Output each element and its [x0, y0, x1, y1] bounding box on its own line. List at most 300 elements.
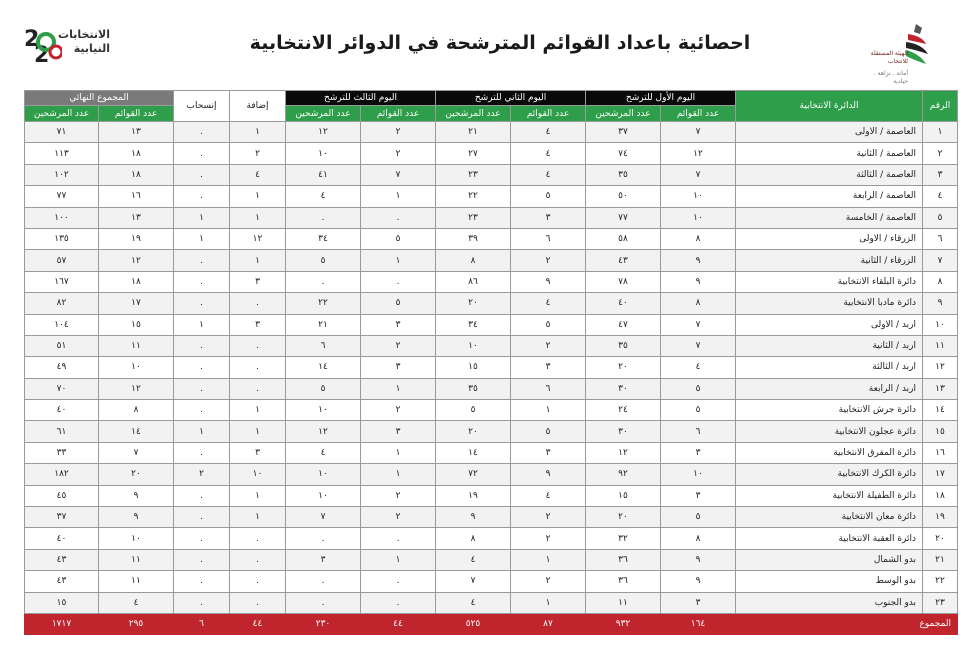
header-day3: اليوم الثالث للترشح	[286, 91, 436, 106]
total-addition: ٤٤	[230, 613, 286, 634]
cell-withdrawal: .	[174, 335, 230, 356]
cell-day2-lists: ٣	[511, 357, 586, 378]
cell-day1-candidates: ٤٧	[586, 314, 661, 335]
cell-day1-candidates: ٣٥	[586, 164, 661, 185]
cell-day3-candidates: ٤	[286, 186, 361, 207]
cell-num: ٣	[923, 164, 958, 185]
cell-addition: .	[230, 293, 286, 314]
cell-addition: ١٢	[230, 228, 286, 249]
cell-final-lists: ١٧	[99, 293, 174, 314]
cell-day3-candidates: ١٠	[286, 485, 361, 506]
cell-day1-lists: ٨	[661, 228, 736, 249]
cell-district: دائرة الكرك الانتخابية	[736, 464, 923, 485]
header-num: الرقم	[923, 91, 958, 122]
cell-day2-candidates: ٤	[436, 549, 511, 570]
cell-final-candidates: ٣٧	[25, 507, 99, 528]
cell-day2-candidates: ٢١	[436, 122, 511, 143]
cell-day3-lists: ٢	[361, 400, 436, 421]
cell-final-lists: ١٨	[99, 143, 174, 164]
cell-day3-lists: ٣	[361, 357, 436, 378]
cell-district: اربد / الاولى	[736, 314, 923, 335]
cell-addition: ١	[230, 507, 286, 528]
cell-num: ١٣	[923, 378, 958, 399]
cell-day3-lists: .	[361, 271, 436, 292]
cell-district: العاصمة / الاولى	[736, 122, 923, 143]
cell-num: ١٠	[923, 314, 958, 335]
table-row	[25, 207, 958, 228]
cell-day3-lists: ٥	[361, 293, 436, 314]
cell-day3-candidates: ٥	[286, 378, 361, 399]
cell-final-candidates: ٤٥	[25, 485, 99, 506]
cell-day2-candidates: ٧	[436, 571, 511, 592]
cell-district: اربد / الثالثة	[736, 357, 923, 378]
cell-addition: ١	[230, 122, 286, 143]
table-row	[25, 293, 958, 314]
cell-day3-candidates: .	[286, 207, 361, 228]
cell-num: ١١	[923, 335, 958, 356]
cell-day1-lists: ١٠	[661, 464, 736, 485]
cell-addition: ١	[230, 400, 286, 421]
cell-withdrawal: .	[174, 357, 230, 378]
total-day3-lists: ٤٤	[361, 613, 436, 634]
total-withdrawal: ٦	[174, 613, 230, 634]
cell-district: دائرة البلقاء الانتخابية	[736, 271, 923, 292]
cell-day3-lists: ٢	[361, 335, 436, 356]
logo-line2: النيابية	[73, 42, 110, 55]
header-final-candidates: عدد المرشحين	[25, 106, 99, 122]
cell-day2-lists: ٤	[511, 143, 586, 164]
cell-district: دائرة جرش الانتخابية	[736, 400, 923, 421]
cell-day1-candidates: ٥٨	[586, 228, 661, 249]
cell-num: ٧	[923, 250, 958, 271]
cell-final-lists: ١٨	[99, 271, 174, 292]
cell-num: ٢٠	[923, 528, 958, 549]
cell-num: ١٩	[923, 507, 958, 528]
total-day1-candidates: ٩٣٢	[586, 613, 661, 634]
cell-day1-lists: ٩	[661, 571, 736, 592]
cell-day2-candidates: ٩	[436, 507, 511, 528]
cell-withdrawal: ١	[174, 314, 230, 335]
cell-withdrawal: .	[174, 592, 230, 613]
cell-day3-lists: ٢	[361, 122, 436, 143]
cell-day1-lists: ١٢	[661, 143, 736, 164]
cell-final-candidates: ١٠٤	[25, 314, 99, 335]
cell-day1-candidates: ١١	[586, 592, 661, 613]
table-row	[25, 250, 958, 271]
cell-day3-candidates: .	[286, 271, 361, 292]
cell-day2-lists: ٢	[511, 335, 586, 356]
cell-day2-lists: ٦	[511, 378, 586, 399]
header-day1: اليوم الأول للترشح	[586, 91, 736, 106]
cell-day3-candidates: ٣٤	[286, 228, 361, 249]
table-row	[25, 485, 958, 506]
year-2020-mark	[22, 22, 62, 70]
cell-day1-lists: ٣	[661, 442, 736, 463]
cell-withdrawal: ١	[174, 207, 230, 228]
cell-day3-candidates: ٣	[286, 549, 361, 570]
total-district: المجموع	[736, 613, 958, 634]
header-day1-candidates: عدد المرشحين	[586, 106, 661, 122]
cell-final-candidates: ٣٣	[25, 442, 99, 463]
cell-district: دائرة مادبا الانتخابية	[736, 293, 923, 314]
header-day2-lists: عدد القوائم	[511, 106, 586, 122]
cell-district: دائرة العقبة الانتخابية	[736, 528, 923, 549]
cell-day2-candidates: ١٠	[436, 335, 511, 356]
cell-final-candidates: ٨٢	[25, 293, 99, 314]
cell-withdrawal: .	[174, 485, 230, 506]
cell-addition: ٣	[230, 314, 286, 335]
cell-day3-lists: ٢	[361, 485, 436, 506]
cell-num: ١٨	[923, 485, 958, 506]
cell-withdrawal: ٢	[174, 464, 230, 485]
cell-addition: ٤	[230, 164, 286, 185]
cell-addition: .	[230, 335, 286, 356]
header-day1-lists: عدد القوائم	[661, 106, 736, 122]
cell-num: ١٥	[923, 421, 958, 442]
cell-num: ١٧	[923, 464, 958, 485]
cell-num: ٢٣	[923, 592, 958, 613]
elections-2020-logo	[22, 22, 112, 74]
cell-final-lists: ١٦	[99, 186, 174, 207]
cell-day2-lists: ٤	[511, 122, 586, 143]
cell-day3-lists: .	[361, 592, 436, 613]
cell-final-lists: ١٣	[99, 207, 174, 228]
svg-text:2: 2	[24, 27, 40, 52]
iec-name: الهيئة المستقلة للانتخاب	[870, 50, 908, 65]
cell-district: الزرقاء / الاولى	[736, 228, 923, 249]
cell-num: ١	[923, 122, 958, 143]
table-row	[25, 164, 958, 185]
cell-final-lists: ١٤	[99, 421, 174, 442]
cell-day1-lists: ١٠	[661, 207, 736, 228]
cell-day3-candidates: ١٢	[286, 421, 361, 442]
cell-day1-lists: ١٠	[661, 186, 736, 207]
cell-day1-lists: ٧	[661, 335, 736, 356]
cell-day1-candidates: ٣٦	[586, 571, 661, 592]
cell-day1-lists: ٩	[661, 271, 736, 292]
cell-day1-lists: ٥	[661, 378, 736, 399]
header-withdrawal: إنسحاب	[174, 91, 230, 122]
cell-day2-candidates: ١٥	[436, 357, 511, 378]
cell-day1-candidates: ٣٠	[586, 378, 661, 399]
cell-day1-lists: ٧	[661, 122, 736, 143]
cell-day3-lists: ١	[361, 186, 436, 207]
header-district: الدائرة الانتخابية	[736, 91, 923, 122]
cell-day3-lists: .	[361, 571, 436, 592]
cell-addition: ٣	[230, 442, 286, 463]
cell-district: بدو الوسط	[736, 571, 923, 592]
cell-withdrawal: .	[174, 442, 230, 463]
cell-final-candidates: ١١٣	[25, 143, 99, 164]
cell-withdrawal: .	[174, 271, 230, 292]
cell-day1-candidates: ٥٠	[586, 186, 661, 207]
cell-day1-candidates: ٢٠	[586, 357, 661, 378]
cell-final-candidates: ٥٧	[25, 250, 99, 271]
cell-day1-candidates: ٤٣	[586, 250, 661, 271]
cell-day3-lists: ٧	[361, 164, 436, 185]
cell-addition: .	[230, 571, 286, 592]
header-day3-lists: عدد القوائم	[361, 106, 436, 122]
cell-day2-lists: ٤	[511, 293, 586, 314]
cell-day2-candidates: ٢٠	[436, 293, 511, 314]
cell-day2-lists: ٥	[511, 186, 586, 207]
cell-day3-lists: ٢	[361, 143, 436, 164]
cell-day2-lists: ٩	[511, 271, 586, 292]
cell-final-candidates: ٥١	[25, 335, 99, 356]
cell-withdrawal: .	[174, 122, 230, 143]
cell-day3-lists: ٥	[361, 228, 436, 249]
total-day2-candidates: ٥٢٥	[436, 613, 511, 634]
logo-line1: الانتخابات	[58, 28, 110, 41]
total-day3-candidates: ٢٣٠	[286, 613, 361, 634]
table-row	[25, 507, 958, 528]
cell-district: اربد / الثانية	[736, 335, 923, 356]
cell-num: ٢٢	[923, 571, 958, 592]
iec-logo	[850, 20, 932, 85]
cell-day3-candidates: ٧	[286, 507, 361, 528]
cell-day1-candidates: ١٥	[586, 485, 661, 506]
cell-day1-candidates: ١٢	[586, 442, 661, 463]
cell-day1-candidates: ٣٢	[586, 528, 661, 549]
cell-addition: ١	[230, 421, 286, 442]
cell-day1-candidates: ٣٠	[586, 421, 661, 442]
cell-withdrawal: .	[174, 186, 230, 207]
cell-addition: .	[230, 357, 286, 378]
cell-withdrawal: .	[174, 250, 230, 271]
cell-final-lists: ١١	[99, 335, 174, 356]
cell-final-candidates: ١٠٠	[25, 207, 99, 228]
cell-final-candidates: ٤٠	[25, 400, 99, 421]
cell-final-candidates: ١٨٢	[25, 464, 99, 485]
cell-withdrawal: .	[174, 528, 230, 549]
cell-district: العاصمة / الثانية	[736, 143, 923, 164]
total-final-lists: ٢٩٥	[99, 613, 174, 634]
cell-district: دائرة الطفيلة الانتخابية	[736, 485, 923, 506]
cell-num: ١٦	[923, 442, 958, 463]
cell-final-candidates: ١٥	[25, 592, 99, 613]
total-row	[25, 613, 958, 634]
cell-num: ٩	[923, 293, 958, 314]
cell-day1-lists: ٣	[661, 485, 736, 506]
cell-district: العاصمة / الرابعة	[736, 186, 923, 207]
cell-day1-lists: ٧	[661, 314, 736, 335]
cell-day1-lists: ٨	[661, 528, 736, 549]
cell-day2-candidates: ٣٤	[436, 314, 511, 335]
table-row	[25, 421, 958, 442]
cell-final-candidates: ١٣٥	[25, 228, 99, 249]
cell-district: بدو الشمال	[736, 549, 923, 570]
cell-day3-candidates: ١٠	[286, 464, 361, 485]
cell-day1-candidates: ٢٤	[586, 400, 661, 421]
cell-district: الزرقاء / الثانية	[736, 250, 923, 271]
table-row	[25, 122, 958, 143]
cell-addition: ١	[230, 186, 286, 207]
cell-day2-lists: ٢	[511, 528, 586, 549]
cell-day3-lists: ١	[361, 549, 436, 570]
cell-day1-candidates: ٧٤	[586, 143, 661, 164]
cell-final-lists: ١٠	[99, 528, 174, 549]
cell-day3-lists: ١	[361, 442, 436, 463]
cell-num: ٢١	[923, 549, 958, 570]
table-row	[25, 271, 958, 292]
cell-day1-lists: ٥	[661, 400, 736, 421]
cell-district: دائرة معان الانتخابية	[736, 507, 923, 528]
table-row	[25, 464, 958, 485]
cell-day1-candidates: ٣٦	[586, 549, 661, 570]
cell-day2-lists: ١	[511, 592, 586, 613]
cell-day3-lists: ١	[361, 378, 436, 399]
header	[0, 0, 960, 88]
cell-day1-candidates: ٣٥	[586, 335, 661, 356]
cell-final-lists: ١٢	[99, 378, 174, 399]
cell-day1-candidates: ٣٧	[586, 122, 661, 143]
cell-day2-candidates: ٥	[436, 400, 511, 421]
cell-day2-candidates: ٢٢	[436, 186, 511, 207]
cell-final-lists: ٩	[99, 485, 174, 506]
table-row	[25, 335, 958, 356]
table-row	[25, 357, 958, 378]
cell-final-candidates: ١٦٧	[25, 271, 99, 292]
cell-final-candidates: ١٠٢	[25, 164, 99, 185]
table-row	[25, 186, 958, 207]
cell-addition: .	[230, 592, 286, 613]
cell-final-lists: ١٥	[99, 314, 174, 335]
cell-final-candidates: ٤٠	[25, 528, 99, 549]
table-row	[25, 528, 958, 549]
district-lists-table	[24, 90, 958, 635]
cell-day1-lists: ٨	[661, 293, 736, 314]
cell-day3-lists: ٣	[361, 421, 436, 442]
cell-withdrawal: .	[174, 549, 230, 570]
cell-day2-lists: ٥	[511, 314, 586, 335]
cell-day3-lists: ١	[361, 464, 436, 485]
cell-day2-candidates: ٣٩	[436, 228, 511, 249]
cell-day3-lists: ٢	[361, 507, 436, 528]
cell-day3-lists: ١	[361, 250, 436, 271]
cell-day2-candidates: ١٩	[436, 485, 511, 506]
table-body	[25, 122, 958, 614]
cell-day2-lists: ٦	[511, 228, 586, 249]
table-row	[25, 400, 958, 421]
cell-day2-candidates: ٢٣	[436, 207, 511, 228]
cell-final-candidates: ٤٣	[25, 571, 99, 592]
cell-day3-candidates: ١٤	[286, 357, 361, 378]
cell-addition: ٢	[230, 143, 286, 164]
cell-district: دائرة المفرق الانتخابية	[736, 442, 923, 463]
cell-addition: ١	[230, 485, 286, 506]
cell-day2-candidates: ٤	[436, 592, 511, 613]
cell-day2-lists: ٤	[511, 485, 586, 506]
cell-final-candidates: ٧٧	[25, 186, 99, 207]
cell-day3-candidates: .	[286, 528, 361, 549]
cell-day1-lists: ٦	[661, 421, 736, 442]
cell-final-lists: ١٣	[99, 122, 174, 143]
cell-day3-candidates: ١٠	[286, 143, 361, 164]
cell-day3-candidates: ٢٢	[286, 293, 361, 314]
cell-district: دائرة عجلون الانتخابية	[736, 421, 923, 442]
cell-day2-lists: ٤	[511, 164, 586, 185]
cell-district: اربد / الرابعة	[736, 378, 923, 399]
cell-day3-lists: ٣	[361, 314, 436, 335]
cell-day2-candidates: ٧٢	[436, 464, 511, 485]
cell-num: ٨	[923, 271, 958, 292]
cell-day3-candidates: ٦	[286, 335, 361, 356]
cell-day2-candidates: ٨	[436, 250, 511, 271]
total-day1-lists: ١٦٤	[661, 613, 736, 634]
cell-withdrawal: .	[174, 507, 230, 528]
cell-day3-lists: .	[361, 207, 436, 228]
cell-final-candidates: ٧٠	[25, 378, 99, 399]
total-final-candidates: ١٧١٧	[25, 613, 99, 634]
cell-district: العاصمة / الخامسة	[736, 207, 923, 228]
header-day2: اليوم الثاني للترشح	[436, 91, 586, 106]
cell-withdrawal: .	[174, 571, 230, 592]
cell-day1-candidates: ٢٠	[586, 507, 661, 528]
cell-day1-candidates: ٤٠	[586, 293, 661, 314]
cell-day2-lists: ٩	[511, 464, 586, 485]
cell-day3-candidates: ١٠	[286, 400, 361, 421]
table-row	[25, 378, 958, 399]
header-final: المجموع النهائي	[25, 91, 174, 106]
cell-final-candidates: ٤٩	[25, 357, 99, 378]
cell-day1-candidates: ٩٢	[586, 464, 661, 485]
cell-final-lists: ١١	[99, 549, 174, 570]
cell-final-candidates: ٤٣	[25, 549, 99, 570]
cell-day1-lists: ٤	[661, 357, 736, 378]
cell-day3-candidates: ١٢	[286, 122, 361, 143]
cell-day1-lists: ٩	[661, 250, 736, 271]
table-row	[25, 442, 958, 463]
cell-day2-lists: ٥	[511, 421, 586, 442]
cell-final-lists: ١٩	[99, 228, 174, 249]
table-row	[25, 571, 958, 592]
cell-final-lists: ١٠	[99, 357, 174, 378]
cell-final-candidates: ٦١	[25, 421, 99, 442]
cell-day2-lists: ١	[511, 549, 586, 570]
cell-withdrawal: .	[174, 378, 230, 399]
cell-day2-lists: ٢	[511, 571, 586, 592]
cell-day3-candidates: ٢١	[286, 314, 361, 335]
cell-day1-candidates: ٧٧	[586, 207, 661, 228]
cell-num: ١٢	[923, 357, 958, 378]
cell-final-lists: ٧	[99, 442, 174, 463]
cell-final-lists: ١٨	[99, 164, 174, 185]
cell-addition: ٣	[230, 271, 286, 292]
svg-text:2: 2	[34, 43, 50, 68]
cell-day2-lists: ٢	[511, 250, 586, 271]
cell-addition: ١	[230, 250, 286, 271]
header-addition: إضافة	[230, 91, 286, 122]
cell-withdrawal: .	[174, 143, 230, 164]
cell-final-lists: ١٢	[99, 250, 174, 271]
table-row	[25, 592, 958, 613]
table-row	[25, 549, 958, 570]
cell-day2-candidates: ٨٦	[436, 271, 511, 292]
cell-final-lists: ٢٠	[99, 464, 174, 485]
cell-day1-lists: ٥	[661, 507, 736, 528]
cell-day1-lists: ٣	[661, 592, 736, 613]
cell-day3-lists: .	[361, 528, 436, 549]
cell-addition: .	[230, 549, 286, 570]
cell-day2-lists: ٣	[511, 442, 586, 463]
cell-addition: .	[230, 528, 286, 549]
cell-final-lists: ٤	[99, 592, 174, 613]
header-day2-candidates: عدد المرشحين	[436, 106, 511, 122]
total-day2-lists: ٨٧	[511, 613, 586, 634]
cell-withdrawal: .	[174, 293, 230, 314]
cell-withdrawal: .	[174, 164, 230, 185]
cell-day2-lists: ٢	[511, 507, 586, 528]
